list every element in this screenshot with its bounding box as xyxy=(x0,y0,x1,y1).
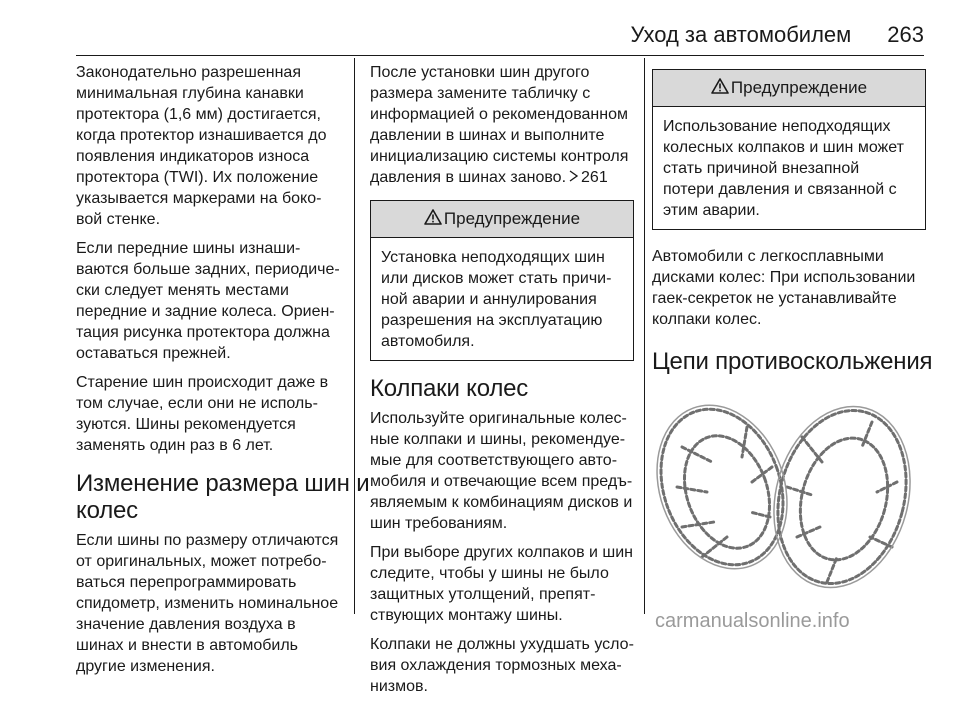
paragraph-wheel-covers xyxy=(370,408,634,534)
text-line: Автомобили с легкосплавными xyxy=(652,248,884,265)
text-line: потери давления и связанной с xyxy=(663,181,897,198)
text-line: когда протектор изнашивается до xyxy=(76,127,327,144)
text-line: значение давления воздуха в xyxy=(76,616,296,633)
warning-box-tires xyxy=(370,200,634,361)
paragraph-tread-depth xyxy=(76,62,346,230)
cross-reference-link[interactable]: 261 xyxy=(581,169,608,186)
text-fragment: давления в шинах заново. xyxy=(370,169,567,186)
column-1 xyxy=(76,62,370,685)
warning-body xyxy=(371,238,633,360)
text-line: колпаки колес. xyxy=(652,311,762,328)
text-line: стать причиной внезапной xyxy=(663,160,860,177)
paragraph-brake-cooling xyxy=(370,634,634,697)
heading-tire-size-change xyxy=(76,470,370,524)
text-line: ваются больше задних, периодиче- xyxy=(76,261,340,278)
text-line: Если шины по размеру отличаются xyxy=(76,532,339,549)
text-line: от оригинальных, может потребо- xyxy=(76,553,327,570)
text-line: заменять один раз в 6 лет. xyxy=(76,437,274,454)
text-line: Используйте оригинальные колес- xyxy=(370,410,627,427)
text-line: ствующих монтажу шины. xyxy=(370,607,563,624)
text-line: защитных утолщений, препят- xyxy=(370,586,596,603)
text-line: зуются. Шины рекомендуется xyxy=(76,416,296,433)
page-header xyxy=(76,22,924,48)
text-line: давлении в шинах и выполните xyxy=(370,127,605,144)
warning-triangle-icon xyxy=(424,202,442,238)
text-line: ной аварии и аннулирования xyxy=(381,291,597,308)
text-line: протектора (1,6 мм) достигается, xyxy=(76,106,321,123)
snow-chain-drawing xyxy=(652,387,914,602)
paragraph-alloy-wheels xyxy=(652,246,926,330)
paragraph-tire-aging xyxy=(76,372,346,456)
text-line: инициализацию системы контроля xyxy=(370,148,629,165)
text-line: При выборе других колпаков и шин xyxy=(370,544,633,561)
text-line: гаек-секреток не устанавливайте xyxy=(652,290,897,307)
text-line: спидометр, изменить номинальное xyxy=(76,595,339,612)
heading-line: Цепи противоскольжения xyxy=(652,348,933,375)
text-line: Если передние шины изнаши- xyxy=(76,240,301,257)
text-line: размера замените табличку с xyxy=(370,85,591,102)
text-line: указывается маркерами на боко- xyxy=(76,190,322,207)
page-number: 263 xyxy=(887,22,924,47)
text-line: Установка неподходящих шин xyxy=(381,249,605,266)
paragraph-tire-rotation xyxy=(76,238,346,364)
warning-box-wheel-covers xyxy=(652,69,926,230)
text-line: колесных колпаков и шин может xyxy=(663,139,904,156)
text-line: мобиля и отвечающие всем предъ- xyxy=(370,473,633,490)
heading-snow-chains xyxy=(652,348,933,375)
paragraph-size-change xyxy=(76,530,346,677)
text-line xyxy=(370,167,634,188)
text-line: низмов. xyxy=(370,678,428,695)
warning-title: Предупреждение xyxy=(730,78,868,97)
text-line: следите, чтобы у шины не было xyxy=(370,565,609,582)
warning-header xyxy=(653,70,925,107)
warning-triangle-icon xyxy=(711,71,729,107)
text-line: вой стенке. xyxy=(76,211,161,228)
text-line: вия охлаждения тормозных меха- xyxy=(370,657,622,674)
column-divider-2 xyxy=(644,58,645,614)
text-line: Использование неподходящих xyxy=(663,118,891,135)
warning-title: Предупреждение xyxy=(443,209,581,228)
snow-chains-illustration xyxy=(652,387,914,602)
text-line: этим аварии. xyxy=(663,202,760,219)
heading-line: колес xyxy=(76,497,138,524)
text-line: или дисков может стать причи- xyxy=(381,270,612,287)
text-line: оставаться прежней. xyxy=(76,345,231,362)
text-line: Законодательно разрешенная xyxy=(76,64,301,81)
text-line: информацией о рекомендованном xyxy=(370,106,628,123)
text-line: протектора (TWI). Их положение xyxy=(76,169,319,186)
warning-body xyxy=(653,107,925,229)
text-line: шинах и внести в автомобиль xyxy=(76,637,298,654)
text-line: ные колпаки и шины, рекомендуе- xyxy=(370,431,626,448)
heading-wheel-covers xyxy=(370,375,634,402)
text-line: После установки шин другого xyxy=(370,64,590,81)
text-line: Колпаки не должны ухудшать усло- xyxy=(370,636,634,653)
text-line: тация рисунка протектора должна xyxy=(76,324,330,341)
heading-line: Колпаки колес xyxy=(370,375,529,402)
text-line: шин требованиям. xyxy=(370,515,508,532)
section-title: Уход за автомобилем xyxy=(630,22,852,47)
text-line: Старение шин происходит даже в xyxy=(76,374,329,391)
column-divider-1 xyxy=(354,58,355,614)
column-3 xyxy=(652,62,933,602)
cross-reference-arrow-icon xyxy=(569,167,578,188)
warning-header xyxy=(371,201,633,238)
text-line: ваться перепрограммировать xyxy=(76,574,297,591)
text-line: автомобиля. xyxy=(381,333,475,350)
text-line: том случае, если они не исполь- xyxy=(76,395,318,412)
column-2 xyxy=(370,62,634,705)
text-line: являемым к комбинациям дисков и xyxy=(370,494,633,511)
text-line: ски следует менять местами xyxy=(76,282,289,299)
text-line: появления индикаторов износа xyxy=(76,148,310,165)
text-line: минимальная глубина канавки xyxy=(76,85,304,102)
text-line: мые для соответствующего авто- xyxy=(370,452,618,469)
paragraph-pressure-label xyxy=(370,62,634,188)
heading-line: Изменение размера шин и xyxy=(76,470,370,497)
text-line: передние и задние колеса. Ориен- xyxy=(76,303,335,320)
text-line: другие изменения. xyxy=(76,658,215,675)
watermark: carmanualsonline.info xyxy=(655,610,850,632)
text-line: разрешения на эксплуатацию xyxy=(381,312,603,329)
header-rule xyxy=(76,55,924,56)
paragraph-other-covers xyxy=(370,542,634,626)
text-line: дисками колес: При использовании xyxy=(652,269,916,286)
